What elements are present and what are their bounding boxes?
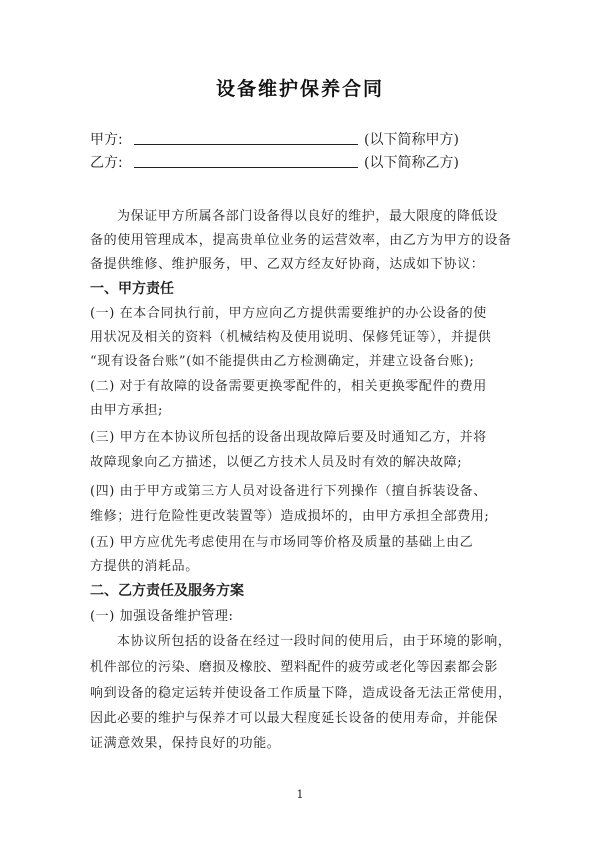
party-b-row <box>90 153 459 173</box>
intro-line: 备的使用管理成本，提高贵单位业务的运营效率，由乙方为甲方的设备 <box>90 233 512 248</box>
clause-line: 由甲方承担; <box>90 403 163 418</box>
party-b-note: (以下简称乙方) <box>364 155 459 171</box>
section-heading-party-a: 一、甲方责任 <box>90 281 174 297</box>
party-a-label: 甲方: <box>90 132 123 148</box>
clause-line: 因此必要的维护与保养才可以最大程度延长设备的使用寿命，并能保 <box>90 711 499 726</box>
clause-line: (四) 由于甲方或第三方人员对设备进行下列操作（擅自拆装设备、 <box>90 484 487 499</box>
clause-line: 机件部位的污染、磨损及橡胶、塑料配件的疲劳或老化等因素都会影 <box>90 660 499 675</box>
clause-line: (一) 在本合同执行前，甲方应向乙方提供需要维护的办公设备的使 <box>90 306 487 321</box>
party-a-note: (以下简称甲方) <box>364 132 459 148</box>
intro-line: 为保证甲方所属各部门设备得以良好的维护，最大限度的降低设 <box>117 209 498 224</box>
clause-line: 故障现象向乙方描述，以便乙方技术人员及时有效的解决故障; <box>90 455 463 470</box>
clause-line: 证满意效果，保持良好的功能。 <box>90 736 281 751</box>
party-a-blank-field[interactable] <box>134 130 358 145</box>
section-heading-party-b: 二、乙方责任及服务方案 <box>90 583 244 599</box>
sub-heading: (一) 加强设备维护管理: <box>90 609 234 624</box>
clause-line: 方提供的消耗品。 <box>90 559 199 574</box>
party-b-blank-field[interactable] <box>134 153 358 168</box>
clause-line: 响到设备的稳定运转并使设备工作质量下降，造成设备无法正常使用， <box>90 686 512 701</box>
page-number: 1 <box>296 788 304 801</box>
intro-line: 备提供维修、维护服务，甲、乙双方经友好协商，达成如下协议： <box>90 257 485 272</box>
clause-line: 本协议所包括的设备在经过一段时间的使用后，由于环境的影响， <box>117 634 512 649</box>
party-a-row <box>90 130 459 150</box>
clause-line: (二) 对于有故障的设备需要更换零配件的，相关更换零配件的费用 <box>90 379 487 394</box>
clause-line: 维修；进行危险性更改装置等）造成损坏的，由甲方承担全部费用; <box>90 509 490 524</box>
party-b-label: 乙方: <box>90 155 123 171</box>
clause-line: “现有设备台账”(如不能提供由乙方检测确定，并建立设备台账); <box>90 354 475 369</box>
clause-line: (三) 甲方在本协议所包括的设备出现故障后要及时通知乙方，并将 <box>90 430 487 445</box>
clause-line: (五) 甲方应优先考虑使用在与市场同等价格及质量的基础上由乙 <box>90 535 474 550</box>
document-title: 设备维护保养合同 <box>215 78 384 100</box>
clause-line: 用状况及相关的资料（机械结构及使用说明、保修凭证等），并提供 <box>90 330 492 345</box>
